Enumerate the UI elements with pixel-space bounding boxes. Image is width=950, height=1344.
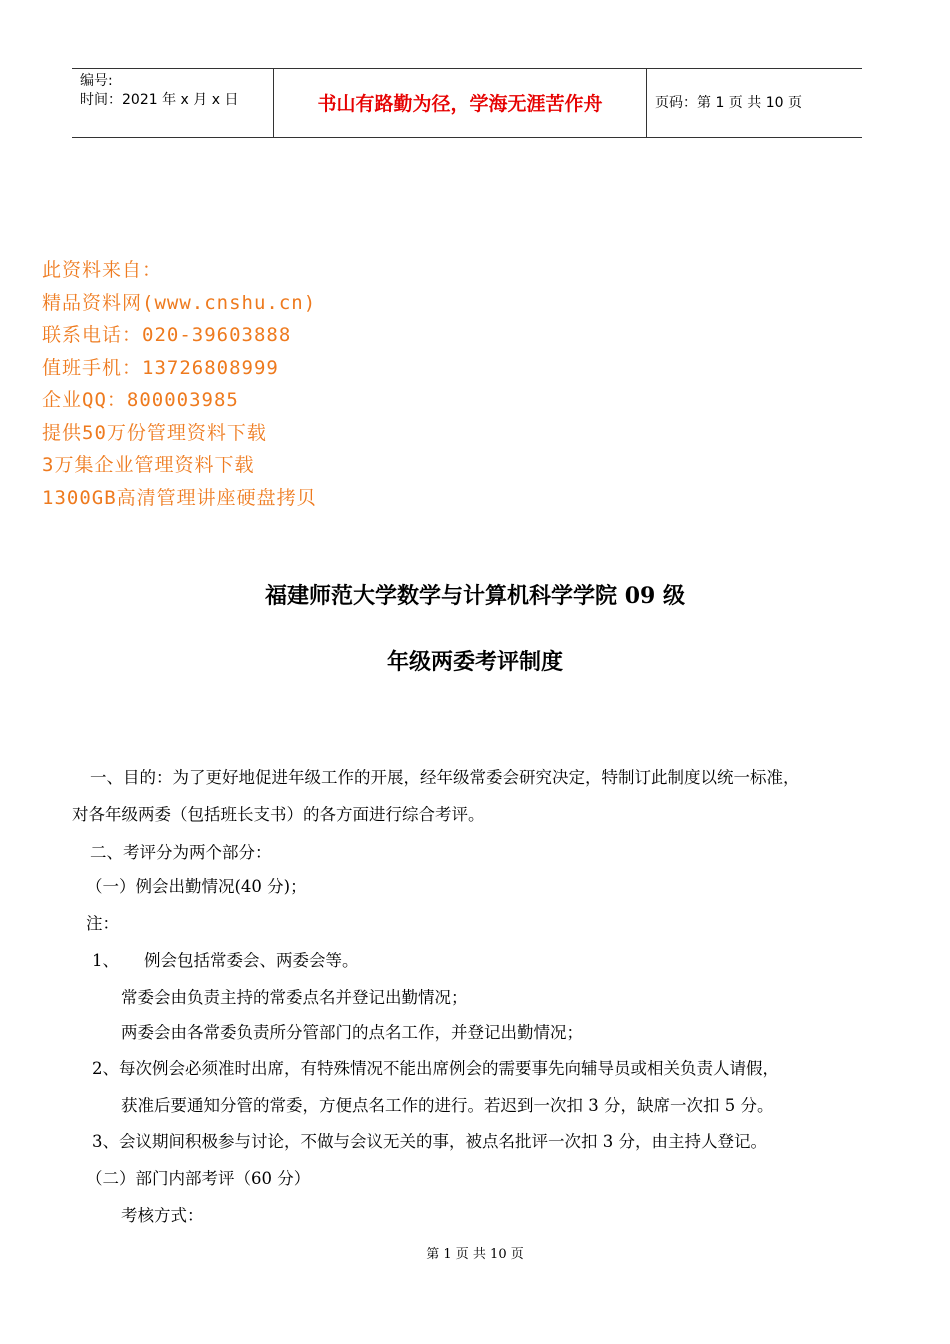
item-2-line-2: 获准后要通知分管的常委，方便点名工作的进行。若迟到一次扣 3 分，缺席一次扣 5 分。 [121,1096,774,1115]
source-advert-block [42,254,642,514]
advert-line: 联系电话：020-39603888 [42,324,292,346]
advert-line: 企业QQ：800003985 [42,389,239,411]
item-2-line-1: 2、每次例会必须准时出席，有特殊情况不能出席例会的需要事先向辅导员或相关负责人请假， [92,1059,779,1078]
advert-line: 1300GB高清管理讲座硬盘拷贝 [42,486,317,509]
advert-line: 3万集企业管理资料下载 [42,454,255,476]
item-1-number: 1、 [92,951,119,970]
item-1-sub-2: 两委会由各常委负责所分管部门的点名工作，并登记出勤情况； [121,1023,583,1042]
purpose-paragraph-line-1: 一、目的：为了更好地促进年级工作的开展，经年级常委会研究决定，特制订此制度以统一标准， [90,768,800,787]
purpose-paragraph-line-2: 对各年级两委（包括班长支书）的各方面进行综合考评。 [72,805,485,824]
header-right-cell [647,69,862,137]
document-number-label: 编号: [80,73,113,89]
advert-line: 此资料来自： [42,259,163,281]
document-title-line-1: 福建师范大学数学与计算机科学学院 09 级 [265,583,685,609]
subsection-one-heading: （一）例会出勤情况(40 分)； [86,877,307,896]
advert-line: 精品资料网(www.cnshu.cn) [42,291,317,314]
section-two-heading: 二、考评分为两个部分： [90,843,272,862]
advert-line: 提供50万份管理资料下载 [42,421,267,444]
header-left-cell [72,69,273,137]
subsection-two-heading: （二）部门内部考评（60 分） [86,1169,311,1188]
assessment-method-label: 考核方式： [121,1206,204,1225]
note-label: 注： [86,914,119,933]
header-middle-cell [273,69,647,137]
document-title-line-2: 年级两委考评制度 [386,649,563,675]
item-3-text: 3、会议期间积极参与讨论，不做与会议无关的事，被点名批评一次扣 3 分，由主持人登记。 [92,1132,767,1151]
document-date: 时间：2021 年 x 月 x 日 [80,92,239,108]
document-header [72,68,862,138]
page-code: 页码：第 1 页 共 10 页 [655,95,802,111]
item-1-text: 例会包括常委会、两委会等。 [144,951,359,970]
header-motto: 书山有路勤为径，学海无涯苦作舟 [317,93,603,115]
page-footer: 第 1 页 共 10 页 [426,1247,524,1262]
item-1-sub-1: 常委会由负责主持的常委点名并登记出勤情况； [121,988,468,1007]
advert-line: 值班手机：13726808999 [42,356,279,379]
